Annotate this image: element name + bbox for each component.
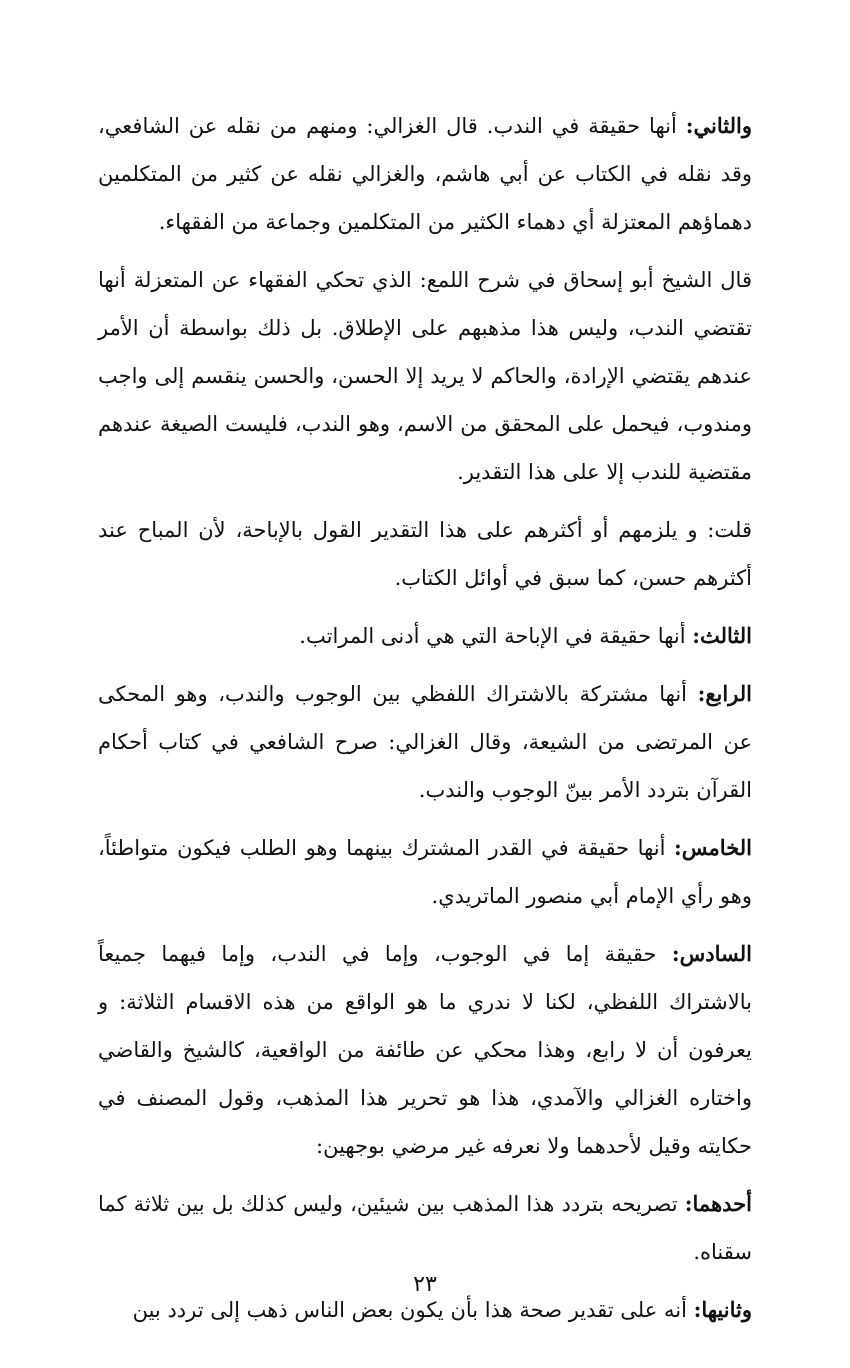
paragraph-text: أنها حقيقة في القدر المشترك بينهما وهو الطلب فيكون متواطئاً، وهو رأي الإمام أبي منصور الماتريدي.	[98, 836, 752, 908]
paragraph-third-opinion	[98, 612, 752, 660]
paragraph-lead: والثاني:	[685, 113, 752, 138]
paragraph-second-opinion	[98, 102, 752, 246]
body-text	[98, 102, 752, 1344]
paragraph-text: قلت: و يلزمهم أو أكثرهم على هذا التقدير القول بالإباحة، لأن المباح عند أكثرهم حسن، كما سبق في أوائل الكتاب.	[98, 518, 752, 590]
paragraph-lead: الثالث:	[692, 623, 752, 648]
paragraph-lead: أحدهما:	[684, 1191, 752, 1216]
paragraph-lead: السادس:	[671, 941, 752, 966]
paragraph-text: حقيقة إما في الوجوب، وإما في الندب، وإما فيهما جميعاً بالاشتراك اللفظي، لكنا لا ندري ما هو الواقع من هذه الاقسام الثلاثة: و يعرفون أن لا رابع، وهذا محكي عن طائفة من الواقعية، كالشيخ والقاضي واختاره الغزالي والآمدي، هذا هو تحرير هذا المذهب، وقول المصنف في حكايته وقيل لأحدهما ولا نعرفه غير مرضي بوجهين:	[98, 942, 752, 1158]
paragraph-lead: الرابع:	[697, 681, 752, 706]
paragraph-abu-ishaq	[98, 256, 752, 496]
paragraph-text: تصريحه بتردد هذا المذهب بين شيئين، وليس كذلك بل بين ثلاثة كما سقناه.	[98, 1192, 752, 1264]
paragraph-sixth-opinion	[98, 930, 752, 1170]
paragraph-text: قال الشيخ أبو إسحاق في شرح اللمع: الذي تحكي الفقهاء عن المتعزلة أنها تقتضي الندب، وليس هذا مذهبهم على الإطلاق. بل ذلك بواسطة أن الأمر عندهم يقتضي الإرادة، والحاكم لا يريد إلا الحسن، والحسن ينقسم إلى واجب ومندوب، فيحمل على المحقق من الاسم، وهو الندب، فليست الصيغة عندهم مقتضية للندب إلا على هذا التقدير.	[98, 268, 752, 484]
paragraph-text: أنها مشتركة بالاشتراك اللفظي بين الوجوب والندب، وهو المحكى عن المرتضى من الشيعة، وقال الغزالي: صرح الشافعي في كتاب أحكام القرآن بتردد الأمر بينّ الوجوب والندب.	[98, 682, 752, 802]
paragraph-text: أنها حقيقة في الإباحة التي هي أدنى المراتب.	[299, 624, 693, 648]
paragraph-text: أنه على تقدير صحة هذا بأن يكون بعض الناس ذهب إلى تردد بين	[132, 1298, 694, 1322]
paragraph-text: أنها حقيقة في الندب. قال الغزالي: ومنهم من نقله عن الشافعي، وقد نقله في الكتاب عن أبي هاشم، والغزالي نقله عن كثير من المتكلمين دهماؤهم المعتزلة أي دهماء الكثير من المتكلمين وجماعة من الفقهاء.	[98, 114, 752, 234]
paragraph-fifth-opinion	[98, 824, 752, 920]
paragraph-first-objection	[98, 1180, 752, 1276]
paragraph-qultu	[98, 506, 752, 602]
paragraph-fourth-opinion	[98, 670, 752, 814]
paragraph-lead: الخامس:	[674, 835, 752, 860]
paragraph-lead: وثانيها:	[693, 1297, 752, 1322]
page-number: ٢٣	[413, 1272, 437, 1297]
